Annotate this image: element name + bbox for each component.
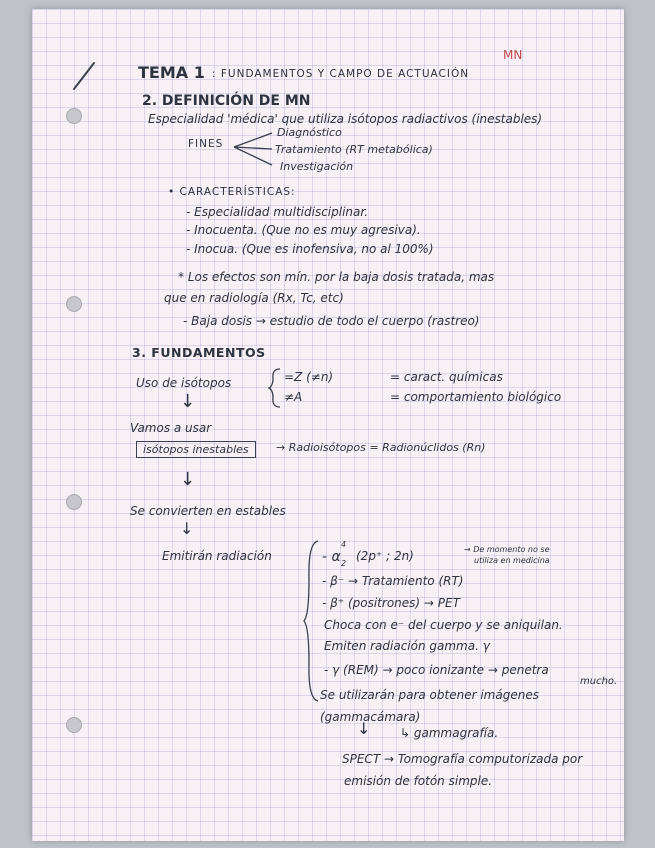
tema-number: TEMA 1 — [138, 63, 205, 82]
subject-tag: MN — [503, 48, 523, 62]
equivalence-text: → Radioisótopos = Radionúclidos (Rn) — [276, 441, 486, 454]
pen-stroke-mark — [70, 55, 100, 95]
fines-item: Diagnóstico — [277, 126, 342, 139]
caracteristica-item: - Inocua. (Que es inofensiva, no al 100%) — [186, 242, 434, 256]
utilizaran-line: Se utilizarán para obtener imágenes — [320, 688, 539, 702]
uso-branch: =Z (≠n) — [284, 370, 334, 384]
binder-hole — [66, 494, 82, 510]
note-line: * Los efectos son mín. por la baja dosis tratada, mas — [178, 270, 495, 284]
alpha-symbol: - α — [322, 549, 341, 565]
uso-result: = comportamiento biológico — [390, 390, 562, 404]
down-arrow: ↓ — [180, 391, 196, 412]
spect-line: SPECT → Tomografía computorizada por — [342, 752, 583, 766]
section-2-heading: 2. DEFINICIÓN DE MN — [142, 93, 311, 109]
binder-hole — [66, 717, 82, 733]
alpha-composition: (2p⁺ ; 2n) — [356, 549, 414, 563]
notebook-page — [32, 9, 624, 841]
alpha-note: → De momento no se — [464, 545, 550, 554]
caracteristicas-label: • CARACTERÍSTICAS: — [168, 186, 296, 198]
beta-minus-line: - β⁻ → Tratamiento (RT) — [322, 574, 464, 588]
alpha-superscript: 4 — [341, 540, 347, 549]
fines-item: Tratamiento (RT metabólica) — [275, 143, 433, 156]
emiten-line: Emiten radiación gamma. γ — [324, 639, 490, 653]
brace — [268, 367, 282, 409]
choca-line: Choca con e⁻ del cuerpo y se aniquilan. — [324, 618, 563, 632]
spect-line: emisión de fotón simple. — [344, 774, 493, 788]
fines-branch-arrows — [232, 127, 280, 171]
caracteristica-item: - Inocuenta. (Que no es muy agresiva). — [186, 223, 421, 237]
uso-label: Uso de isótopos — [136, 376, 232, 390]
convert-label: Se convierten en estables — [130, 504, 286, 518]
down-arrow: ↓ — [180, 469, 196, 490]
binder-hole — [66, 296, 82, 312]
alpha-note: utiliza en medicina — [474, 556, 550, 565]
emitiran-label: Emitirán radiación — [162, 549, 272, 563]
uso-result: = caract. químicas — [390, 370, 503, 384]
gammagrafia-line: ↳ gammagrafía. — [400, 726, 499, 740]
gamma-mucho: mucho. — [580, 676, 618, 687]
definition-text: Especialidad 'médica' que utiliza isótopos radiactivos (inestables) — [148, 112, 543, 126]
gamma-line: - γ (REM) → poco ionizante → penetra — [324, 663, 549, 677]
vamos-label: Vamos a usar — [130, 421, 212, 435]
tema-title: : FUNDAMENTOS Y CAMPO DE ACTUACIÓN — [212, 68, 470, 80]
boxed-isotopos: isótopos inestables — [136, 441, 256, 458]
fines-label: FINES — [188, 138, 224, 150]
binder-hole — [66, 108, 82, 124]
uso-branch: ≠A — [284, 390, 303, 404]
caracteristica-item: - Especialidad multidisciplinar. — [186, 205, 369, 219]
fines-item: Investigación — [280, 160, 354, 173]
note-line: que en radiología (Rx, Tc, etc) — [164, 291, 344, 305]
note-line: - Baja dosis → estudio de todo el cuerpo (rastreo) — [183, 314, 480, 328]
section-3-heading: 3. FUNDAMENTOS — [132, 345, 266, 360]
alpha-subscript: 2 — [341, 559, 347, 568]
gammacamara-line: (gammacámara) — [320, 710, 421, 724]
beta-plus-line: - β⁺ (positrones) → PET — [322, 596, 460, 610]
large-brace — [302, 539, 320, 703]
down-arrow: ↓ — [357, 719, 371, 738]
down-arrow: ↓ — [180, 519, 194, 538]
